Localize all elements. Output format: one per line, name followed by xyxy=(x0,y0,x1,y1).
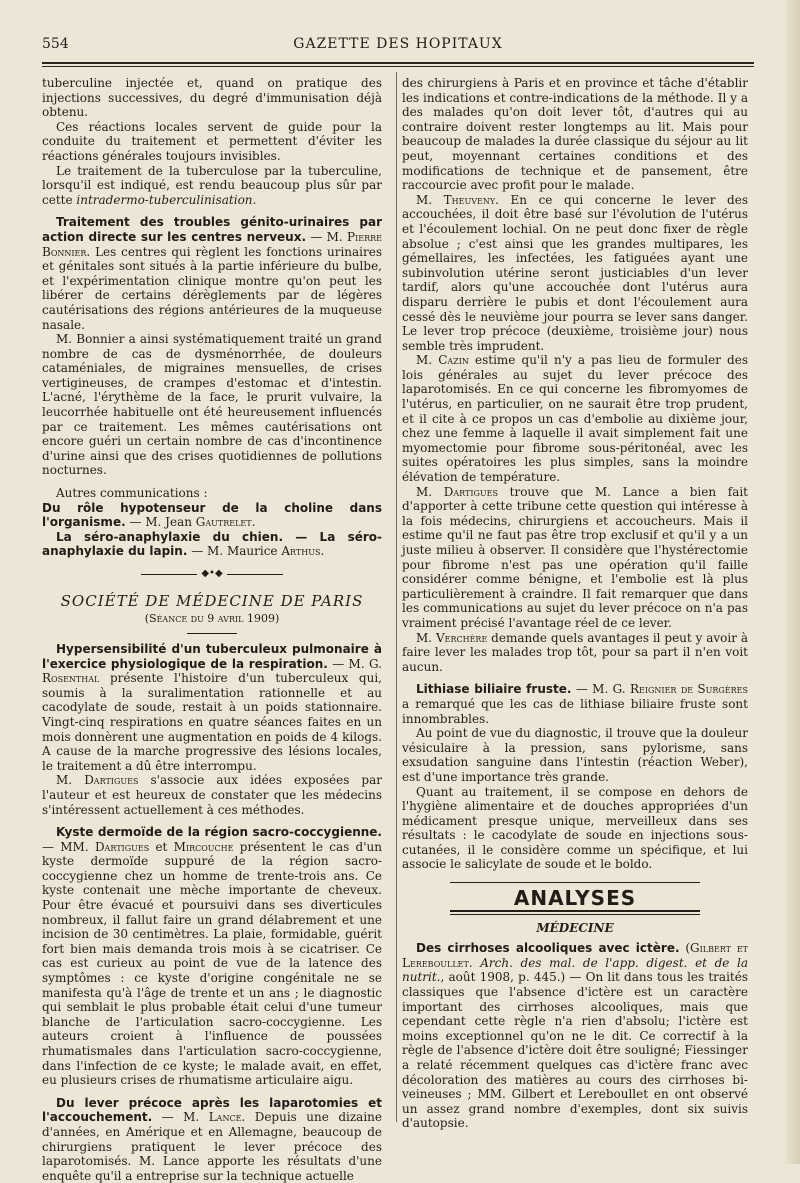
separator: — M. G. xyxy=(327,656,382,671)
paragraph: Quant au traitement, il se compose en dehors de l'hygiène alimentaire et de douches appropriées d'un médicament presque unique, merveilleux dans ses résultats : le cacodylate de soude en injections sous-cutanées, il le considère comme un spécifique, et lui associe le salicylate de soude et le boldo. xyxy=(402,784,748,872)
article-title: Lithiase biliaire fruste. xyxy=(416,682,572,697)
short-rule xyxy=(187,633,237,634)
author-name: Mircouche xyxy=(173,839,234,854)
separator: — M. xyxy=(306,229,348,244)
punctuation: . xyxy=(468,955,481,970)
left-column xyxy=(42,76,382,1183)
article-text: . Les centres qui règlent les fonctions urinaires et génitales sont situés à la partie inférieure du bulbe, et l'expérimentation clinique montre qu'on peut les libérer de certains dérèglements par de légères cautérisations des régions antérieures de la muqueuse nasale. xyxy=(42,244,382,332)
right-column xyxy=(402,76,748,1131)
text: M. xyxy=(416,353,439,368)
article-title: Des cirrhoses alcooliques avec ictère. xyxy=(416,941,680,956)
article-rosenthal xyxy=(42,642,382,773)
paragraph xyxy=(42,164,382,208)
journal-title: GAZETTE DES HOPITAUX xyxy=(293,36,503,52)
article-bonnier xyxy=(42,215,382,332)
paragraph-theuveny xyxy=(402,193,748,354)
author-name: Cazin xyxy=(438,353,469,368)
author-name: Dartigues xyxy=(443,484,498,499)
article-title: Kyste dermoïde de la région sacro-coccygienne. xyxy=(56,825,382,840)
article-text: présente l'histoire d'un tuberculeux qui, soumis à la suralimentation rationnelle et au cacodylate de soude, restait à un poids stationnaire. Vingt-cinq respirations en quatre séances faites en un mois donnèrent une augmentation en poids de 4 kilogs. A cause de la marche progressive des lésions locales, le traitement a dû être interrompu. xyxy=(42,671,382,773)
paragraph: Ces réactions locales servent de guide pour la conduite du traitement et permettent d'éviter les réactions générales toujours invisibles. xyxy=(42,119,382,163)
article-lever-precoce xyxy=(42,1096,382,1183)
communication-title: La séro-anaphylaxie du chien. — La séro-anaphylaxie du lapin. xyxy=(42,529,382,559)
society-title: SOCIÉTÉ DE MÉDECINE DE PARIS xyxy=(60,591,364,610)
paragraph-text: s'associe aux idées exposées par l'auteur et est heureux de constater que les médecins s'intéressent actuellement à ces méthodes. xyxy=(42,773,382,817)
article-lithiase xyxy=(402,682,748,726)
journal-reference: Arch. des mal. de l'app. digest. et de la nutrit. xyxy=(402,955,748,985)
separator: — M. Maurice xyxy=(187,544,282,559)
section-rule-top xyxy=(450,882,700,883)
author-name: Theuveny xyxy=(443,192,496,207)
paragraph: des chirurgiens à Paris et en province et tâche d'établir les indications et contre-indications de la méthode. Il y a des malades qu'on doit lever tôt, d'autres qui au contraire doivent rester longtemps au lit. Mais pour beaucoup de malades la durée classique du séjour au lit peut, moyennant certaines conditions et des modifications de technique et de pansement, être raccourcie avec profit pour le malade. xyxy=(402,76,748,193)
author-name: Lance xyxy=(208,1110,242,1125)
page-edge-shadow xyxy=(786,0,800,1164)
article-text: a remarqué que les cas de lithiase biliaire fruste sont innombrables. xyxy=(402,696,748,726)
article-text: — On lit dans tous les traités classiques que l'absence d'ictère est un caractère important des cirrhoses alcooliques, mais que cependant cette règle n'a rien d'absolu; l'ictère est moins exceptionnel qu'on ne le dit. Ce correctif à la règle de l'absence d'ictère doit être souligné; Fiessinger a relaté récemment quelques cas d'ictère franc avec décoloration des matières au cours des cirrhoses bi-veineuses ; MM. Gilbert et Lereboullet en ont observé un assez grand nombre d'exemples, dont six suivis d'autopsie. xyxy=(402,970,748,1131)
punctuation: . xyxy=(320,544,325,559)
italic-term: intradermo-tuberculinisation. xyxy=(76,192,257,207)
seance-date: (Séance du 9 avril 1909) xyxy=(144,612,280,626)
section-title-analyses: ANALYSES xyxy=(513,886,637,911)
paragraph xyxy=(42,773,382,817)
author-name: Gilbert et Lereboullet xyxy=(402,941,748,970)
article-title: Traitement des troubles génito-urinaires par action directe sur les centres nerveux. xyxy=(42,215,382,244)
author-name: Gautrelet xyxy=(195,515,252,530)
author-name: Arthus xyxy=(281,544,321,559)
page-number: 554 xyxy=(42,36,69,52)
paragraph-text: . En ce qui concerne le lever des accouchées, il doit être basé sur l'évolution de l'utérus et l'écoulement lochial. On ne peut donc fixer de règle absolue ; c'est ainsi que les grandes multipares, les gémellaires, les infectées, les fatiguées ayant une subinvolution utérine seront justiciables d'un lever tardif, alors qu'une accouchée dont l'utérus aura disparu derrière le pubis et dont l'écoulement aura cessé dès le neuvième jour pourra se lever sans danger. Le lever trop précoce (deuxième, troisième jour) nous semble très imprudent. xyxy=(402,192,748,353)
conjunction: et xyxy=(149,839,174,854)
author-name: Pierre Bonnier xyxy=(42,229,382,259)
paragraph-text: estime qu'il n'y a pas lieu de formuler des lois générales au sujet du lever précoce des laparotomisés. En ce qui concerne les fibromyomes de l'utérus, en particulier, on ne saurait être trop prudent, et il cite à ce propos un cas d'embolie au dixième jour, chez une femme à laquelle il avait simplement fait une myomectomie pour fibrome sous-péritonéal, avec les suites opératoires les plus simples, sans la moindre élévation de température. xyxy=(402,353,748,485)
author-name: Verchère xyxy=(435,630,488,645)
article-kyste xyxy=(42,825,382,1088)
article-text: présentent le cas d'un kyste dermoïde suppuré de la région sacro-coccygienne chez un homme de trente-trois ans. Ce kyste contenait une mèche importante de cheveux. Pour être évacué et poursuivi dans ses diverticules nombreux, il fallut faire un grand délabrement et une incision de 30 centimètres. La plaie, formidable, guérit fort bien mais demanda trois mois à se cicatriser. Ce cas est curieux au point de vue de la latence des symptômes : ce kyste d'origine congénitale ne se manifesta qu'à l'âge de trente et un ans ; le diagnostic qui semblait le plus probable était celui d'une tumeur blanche de l'articulation sacro-coccygienne. Les auteurs croient à l'influence de poussées rhumatismales dans l'articulation sacro-coccygienne, dans l'infection de ce kyste; le malade avait, en effet, eu plusieurs crises de rhumatisme articulaire aigu. xyxy=(42,839,382,1088)
article-text: . Depuis une dizaine d'années, en Amérique et en Allemagne, beaucoup de chirurgiens pratiquent le lever précoce des laparotomisés. M. Lance apporte les résultats d'une enquête qu'il a entreprise sur la technique actuelle xyxy=(42,1110,382,1183)
author-name: Rosenthal xyxy=(42,671,100,686)
author-name: Dartigues xyxy=(94,839,150,854)
author-name: Dartigues xyxy=(84,773,139,788)
punctuation: . xyxy=(251,515,256,530)
paragraph-text: trouve que M. Lance a bien fait d'apporter à cette tribune cette question qui intéresse à la fois médecins, chirurgiens et accoucheurs. Mais il estime qu'il ne faut pas être trop exclusif et qu'il y a un juste milieu à observer. Il considère que l'hystérectomie pour fibrome n'est pas une opération qu'il faille considérer comme bénigne, et l'embolie est là plus particulièrement à craindre. Il fait remarquer que dans les communications au sujet du lever précoce on n'a pas vraiment précisé l'avantage réel de ce lever. xyxy=(402,484,749,630)
article-title: Du lever précoce après les laparotomies et l'accouchement. xyxy=(42,1095,382,1125)
paragraph-cazin xyxy=(402,353,748,484)
paragraph-text: demande quels avantages il peut y avoir à faire lever les malades trop tôt, pour sa part il n'en voit aucun. xyxy=(402,630,748,674)
article-title: Hypersensibilité d'un tuberculeux pulmonaire à l'exercice physiologique de la respiration. xyxy=(42,641,382,671)
separator: — M. xyxy=(152,1110,209,1125)
section-rule-bottom xyxy=(450,910,700,915)
reference-details: , août 1908, p. 445.) xyxy=(440,970,566,985)
paragraph-verchere xyxy=(402,631,748,675)
article-cirrhoses xyxy=(402,941,748,1131)
paragraph: Au point de vue du diagnostic, il trouve que la douleur vésiculaire à la pression, sans pylorisme, sans exsudation sanguine dans l'intestin (réaction Weber), est d'une importance très grande. xyxy=(402,726,748,784)
author-name: Reignier de Surgères xyxy=(630,682,748,697)
paragraph-dartigues xyxy=(402,485,748,631)
paragraph: M. Bonnier a ainsi systématiquement traité un grand nombre de cas de dysménorrhée, de douleurs cataméniales, de migraines mensuelles, de crises vertigineuses, de crampes d'estomac et d'intestin. L'acné, l'érythème de la face, le prurit vulvaire, la leucorrhée habituelle ont été heureusement influencés par ce traitement. Les mêmes cautérisations ont encore guéri un certain nombre de cas d'incontinence d'urine ainsi que des crises quotidiennes de pollutions nocturnes. xyxy=(42,332,382,478)
paragraph: tuberculine injectée et, quand on pratique des injections successives, du degré d'immunisation déjà obtenu. xyxy=(42,76,382,120)
column-divider xyxy=(396,72,397,1122)
text: M. xyxy=(56,773,85,788)
communication-title: Du rôle hypotenseur de la choline dans l'organisme. xyxy=(42,500,382,530)
text: M. xyxy=(416,484,444,499)
separator: — MM. xyxy=(42,839,95,854)
text: M. xyxy=(416,630,436,645)
punctuation: ( xyxy=(679,941,691,956)
subsection-medecine: MÉDECINE xyxy=(536,920,614,935)
communication-choline xyxy=(42,501,382,530)
separator: — M. Jean xyxy=(125,515,196,530)
ornament-divider: ◆•◆ xyxy=(42,567,382,582)
separator: — M. G. xyxy=(571,682,630,697)
header-rule xyxy=(42,62,754,64)
paragraph-text: Le traitement de la tuberculose par la tuberculine, lorsqu'il est indiqué, est rendu beaucoup plus sûr par cette xyxy=(42,163,382,207)
text: M. xyxy=(416,192,444,207)
communication-anaphylaxie xyxy=(42,530,382,559)
header-rule-thin xyxy=(42,66,754,67)
page-header xyxy=(42,36,754,60)
other-communications-label: Autres communications : xyxy=(56,486,208,501)
